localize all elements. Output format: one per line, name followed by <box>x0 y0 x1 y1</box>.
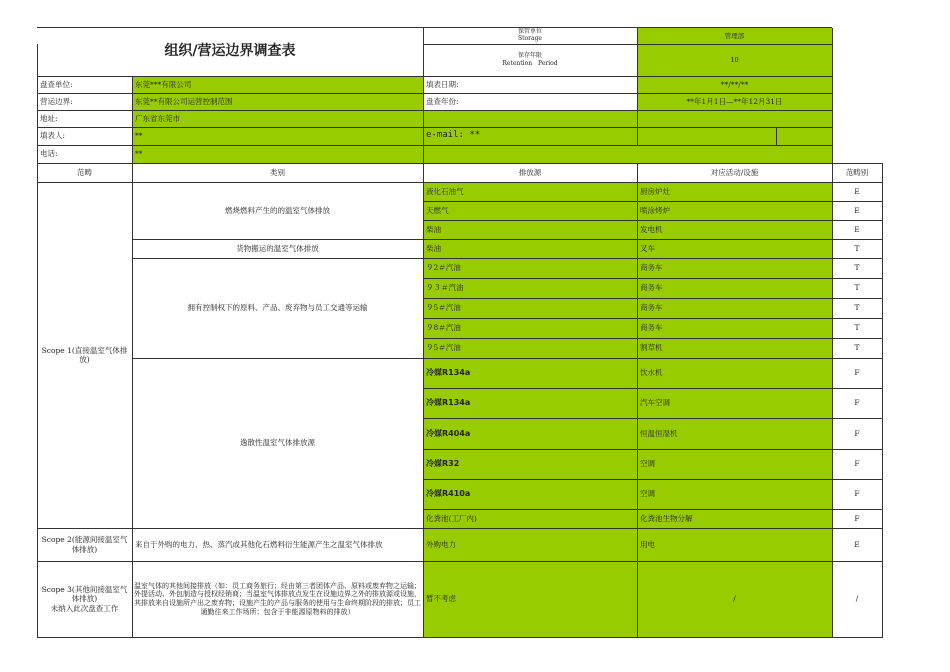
code-cell: F <box>854 459 860 469</box>
code-cell: T <box>854 303 860 313</box>
code-cell: F <box>854 368 860 378</box>
code-cell: T <box>854 243 860 253</box>
scope3-cell <box>37 561 132 637</box>
grid-line <box>37 145 832 146</box>
grid-line <box>132 258 882 259</box>
fill-date-label: 填表日期: <box>426 79 459 89</box>
activity-cell[interactable]: 汽车空调 <box>637 388 832 418</box>
scope3-code: / <box>855 594 859 604</box>
storage-label <box>423 28 637 44</box>
category-fugitive: 逸散性温室气体排放源 <box>240 438 315 448</box>
activity-cell[interactable]: 割草机 <box>637 338 832 358</box>
grid-line <box>832 28 833 638</box>
activity-cell[interactable]: 厨房炉灶 <box>637 182 832 201</box>
grid-line <box>423 479 882 480</box>
grid-line <box>37 528 882 529</box>
source-cell[interactable]: ９３＃汽油 <box>423 278 637 298</box>
source-cell[interactable]: 冷媒R134a <box>423 358 637 388</box>
storage-label-cn: 保管单位 <box>517 28 542 36</box>
source-cell[interactable]: 冷媒R134a <box>423 388 637 418</box>
activity-cell[interactable]: 发电机 <box>637 220 832 239</box>
activity-cell[interactable]: 化粪池生物分解 <box>637 509 832 528</box>
scope3-source[interactable]: 暂不考虑 <box>423 561 637 637</box>
grid-line <box>37 637 882 638</box>
grid-line <box>423 298 882 299</box>
source-cell[interactable]: ９2＃汽油 <box>423 258 637 278</box>
grid-line <box>423 338 882 339</box>
scope2-code: E <box>854 539 860 549</box>
fill-date-value[interactable]: **/**/** <box>637 76 832 93</box>
grid-line <box>423 201 882 202</box>
grid-line <box>37 182 882 183</box>
year-label: 盘查年份: <box>426 96 459 106</box>
code-cell: F <box>854 428 860 438</box>
scope3-note: 未纳入此次盘查工作 <box>50 603 119 613</box>
grid-line <box>37 76 832 77</box>
col-header-source: 排放源 <box>518 167 542 177</box>
col-header-code: 范畴别 <box>845 167 869 177</box>
retention-label-en: Retention Period <box>502 60 558 67</box>
filler-value[interactable]: ** <box>132 127 423 145</box>
activity-cell[interactable]: 饮水机 <box>637 358 832 388</box>
grid-line <box>423 449 882 450</box>
activity-cell[interactable]: 商务车 <box>637 258 832 278</box>
category-combustion: 燃烧燃料产生的的温室气体排放 <box>225 205 330 215</box>
storage-label-en: Storage <box>518 35 542 42</box>
source-cell[interactable]: 冷媒R32 <box>423 449 637 479</box>
grid-line <box>132 239 882 240</box>
source-cell[interactable]: 化粪池(工厂内) <box>423 509 637 528</box>
phone-label: 电话: <box>40 149 58 159</box>
grid-line <box>37 561 882 562</box>
grid-line <box>37 163 882 164</box>
scope3-title: Scope 3(其他间接温室气体排放) <box>41 584 128 604</box>
code-cell: E <box>854 205 860 215</box>
scope2-activity[interactable]: 用电 <box>637 528 832 561</box>
page-title: 组织/营运边界调查表 <box>164 43 296 60</box>
grid-line <box>37 127 832 128</box>
boundary-value[interactable]: 东莞**有限公司运营控制范围 <box>132 93 423 110</box>
grid-line <box>37 27 832 28</box>
code-cell: F <box>854 398 860 408</box>
activity-cell[interactable]: 商务车 <box>637 278 832 298</box>
col-header-scope: 范畴 <box>77 167 92 177</box>
code-cell: T <box>854 323 860 333</box>
email-field[interactable]: e-mail: ** <box>423 127 637 145</box>
grid-line <box>132 76 133 638</box>
grid-line <box>423 44 832 45</box>
activity-cell[interactable]: 商务车 <box>637 298 832 318</box>
grid-line <box>37 93 832 94</box>
source-cell[interactable]: 柴油 <box>423 239 637 258</box>
code-cell: T <box>854 283 860 293</box>
grid-line <box>423 388 882 389</box>
code-cell: T <box>854 263 860 273</box>
source-cell[interactable]: ９5＃汽油 <box>423 338 637 358</box>
code-cell: E <box>854 186 860 196</box>
grid-line <box>776 127 777 145</box>
code-cell: E <box>854 224 860 234</box>
grid-line <box>132 358 882 359</box>
source-cell[interactable]: 冷媒R404a <box>423 418 637 449</box>
code-cell: T <box>854 343 860 353</box>
activity-cell[interactable]: 空调 <box>637 479 832 509</box>
grid-line <box>423 509 882 510</box>
retention-label-cn: 保存年限 <box>517 52 542 60</box>
unit-label: 盘查单位: <box>40 79 73 89</box>
activity-cell[interactable]: 空调 <box>637 449 832 479</box>
grid-line <box>637 28 638 145</box>
scope3-category: 温室气体的其他间接排放（如：员工商务旅行；经由第三者团体产品、原料或废弃物之运输；外提活动、外包制造与授权经销商；当温室气体排放点发生在设施边界之外的排放源或设施，其排放来自设施所产出之废弃物；设施产生的产品与服务的使用与生命终期阶段的排放；员工通勤往来工作场所；包含于非能源原物料的排放） <box>134 581 421 616</box>
grid-line <box>37 110 832 111</box>
category-controlled-transport: 拥有控制权下的原料、产品、废弃物与员工交通等运输 <box>187 303 368 313</box>
retention-value[interactable]: 10 <box>637 44 832 76</box>
source-cell[interactable]: 冷媒R410a <box>423 479 637 509</box>
source-cell[interactable]: ９8＃汽油 <box>423 318 637 338</box>
col-header-activity: 对应活动/设施 <box>710 167 759 177</box>
activity-cell[interactable]: 叉车 <box>637 239 832 258</box>
code-cell: F <box>854 513 860 523</box>
scope2-cell: Scope 2(能源间接温室气体排放) <box>41 535 128 554</box>
source-cell[interactable]: ９5＃汽油 <box>423 298 637 318</box>
grid-line <box>423 418 882 419</box>
source-cell[interactable]: 天燃气 <box>423 201 637 220</box>
col-header-category: 类别 <box>270 167 285 177</box>
scope2-category: 来自于外购的电力、热、蒸汽或其他化石燃料衍生能源产生之温室气体排放 <box>135 539 383 549</box>
grid-line <box>37 44 38 638</box>
year-value[interactable]: **年1月1日—**年12月31日 <box>637 93 832 110</box>
email-extra-1[interactable] <box>637 127 776 145</box>
grid-line <box>423 220 882 221</box>
source-cell[interactable]: 液化石油气 <box>423 182 637 201</box>
source-cell[interactable]: 柴油 <box>423 220 637 239</box>
filler-label: 填表人: <box>40 131 66 141</box>
storage-value[interactable]: 管理部 <box>637 28 832 44</box>
code-cell: F <box>854 489 860 499</box>
phone-value[interactable]: ** <box>132 145 832 163</box>
address-value[interactable]: 广东省东莞市 <box>132 110 832 127</box>
email-extra-2[interactable] <box>776 127 832 145</box>
scope2-source[interactable]: 外购电力 <box>423 528 637 561</box>
category-transport: 货物搬运的温室气体排放 <box>236 243 319 253</box>
grid-line <box>882 163 883 638</box>
boundary-label: 营运边界: <box>40 96 73 106</box>
address-label: 地址: <box>40 113 58 123</box>
grid-line <box>423 318 882 319</box>
scope1-cell: Scope 1(直接温室气体排放) <box>41 345 128 364</box>
grid-line <box>423 278 882 279</box>
grid-line <box>423 28 424 638</box>
scope3-activity[interactable]: / <box>637 561 832 637</box>
activity-cell[interactable]: 商务车 <box>637 318 832 338</box>
retention-label <box>423 44 637 76</box>
grid-line <box>637 163 638 638</box>
activity-cell[interactable]: 喷涂烤炉 <box>637 201 832 220</box>
unit-value[interactable]: 东莞***有限公司 <box>132 76 423 93</box>
activity-cell[interactable]: 恒温恒湿机 <box>637 418 832 449</box>
